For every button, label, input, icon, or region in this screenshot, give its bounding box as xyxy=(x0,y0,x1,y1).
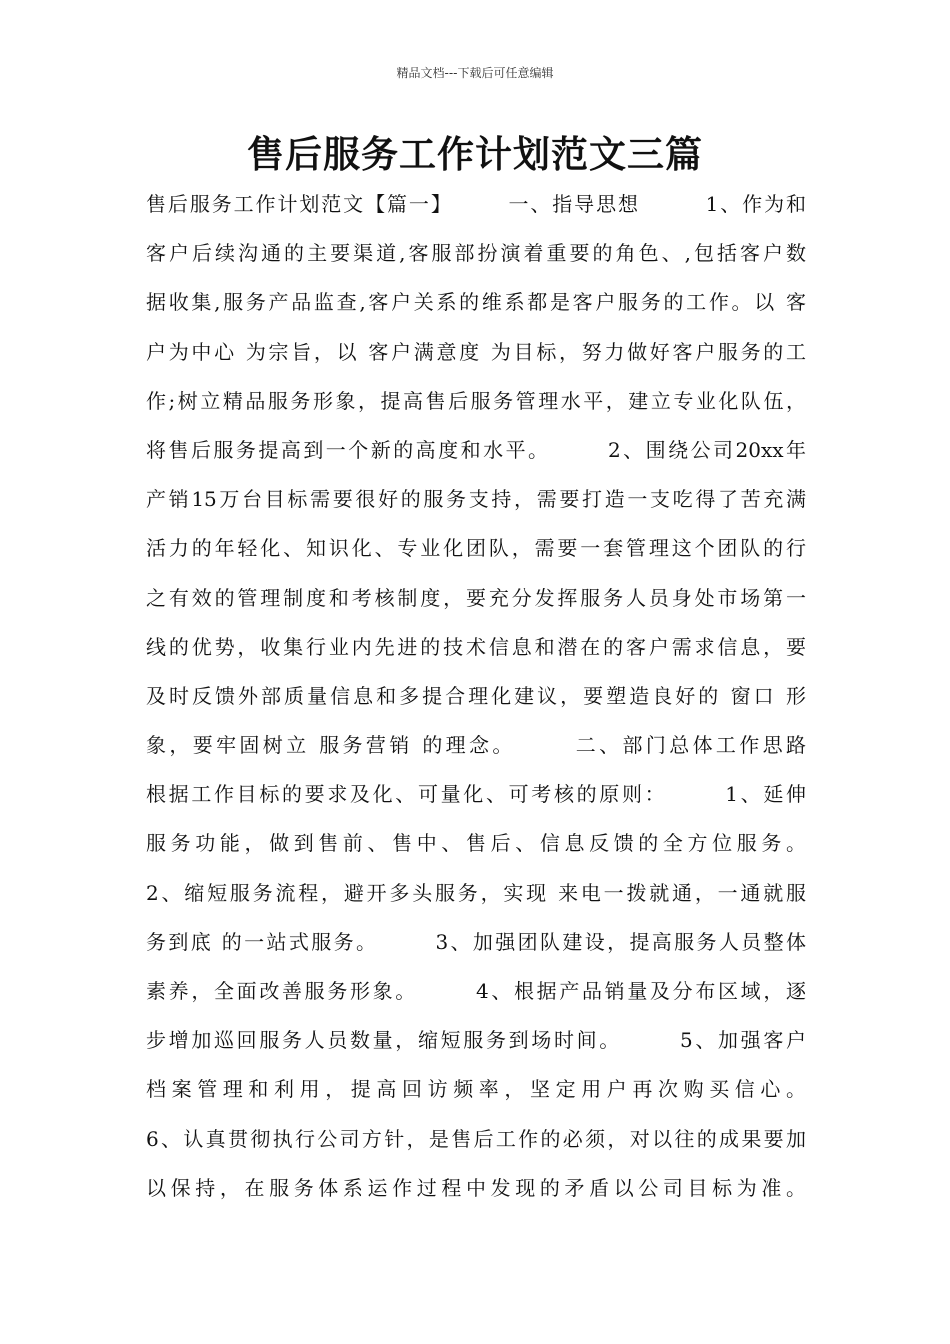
text-line: 务到底 的一站式服务。 3、加强团队建设，提高服务人员整体 xyxy=(146,929,806,954)
text-line: 及时反馈外部质量信息和多提合理化建议，要塑造良好的 窗口 形 xyxy=(146,683,806,708)
body-text xyxy=(146,180,806,1213)
text-line: 客户后续沟通的主要渠道,客服部扮演着重要的角色、,包括客户数 xyxy=(146,241,806,266)
text-line: 2、缩短服务流程，避开多头服务，实现 来电一拨就通，一通就服 xyxy=(146,880,806,905)
text-line: 户为中心 为宗旨，以 客户满意度 为目标，努力做好客户服务的工 xyxy=(146,339,806,364)
text-line: 素养，全面改善服务形象。 4、根据产品销量及分布区域，逐 xyxy=(146,979,806,1003)
text-line: 活力的年轻化、知识化、专业化团队，需要一套管理这个团队的行 xyxy=(146,536,806,561)
text-line: 作;树立精品服务形象，提高售后服务管理水平，建立专业化队伍， xyxy=(146,388,806,413)
text-line: 服务功能，做到售前、售中、售后、信息反馈的全方位服务。 xyxy=(146,831,806,856)
text-line: 根据工作目标的要求及化、可量化、可考核的原则： 1、延伸 xyxy=(146,782,806,807)
page-title: 售后服务工作计划范文三篇 xyxy=(247,133,703,176)
text-line: 据收集,服务产品监查,客户关系的维系都是客户服务的工作。以 客 xyxy=(146,290,806,315)
text-line: 产销15万台目标需要很好的服务支持，需要打造一支吃得了苦充满 xyxy=(146,487,806,512)
text-line: 线的优势，收集行业内先进的技术信息和潜在的客户需求信息，要 xyxy=(146,634,806,659)
text-line: 以保持，在服务体系运作过程中发现的矛盾以公司目标为准。 xyxy=(146,1175,806,1200)
text-line: 步增加巡回服务人员数量，缩短服务到场时间。 5、加强客户 xyxy=(146,1028,806,1053)
text-line: 象，要牢固树立 服务营销 的理念。 二、部门总体工作思路 xyxy=(146,733,806,758)
header-note: 精品文档---下载后可任意编辑 xyxy=(396,66,554,80)
text-line: 之有效的管理制度和考核制度，要充分发挥服务人员身处市场第一 xyxy=(146,585,806,610)
text-line: 售后服务工作计划范文【篇一】 一、指导思想 1、作为和 xyxy=(146,192,806,216)
text-line: 档案管理和利用，提高回访频率，坚定用户再次购买信心。 xyxy=(146,1077,806,1102)
text-line: 将售后服务提高到一个新的高度和水平。 2、围绕公司20xx年 xyxy=(146,437,806,462)
text-line: 6、认真贯彻执行公司方针，是售后工作的必须，对以往的成果要加 xyxy=(146,1126,806,1151)
